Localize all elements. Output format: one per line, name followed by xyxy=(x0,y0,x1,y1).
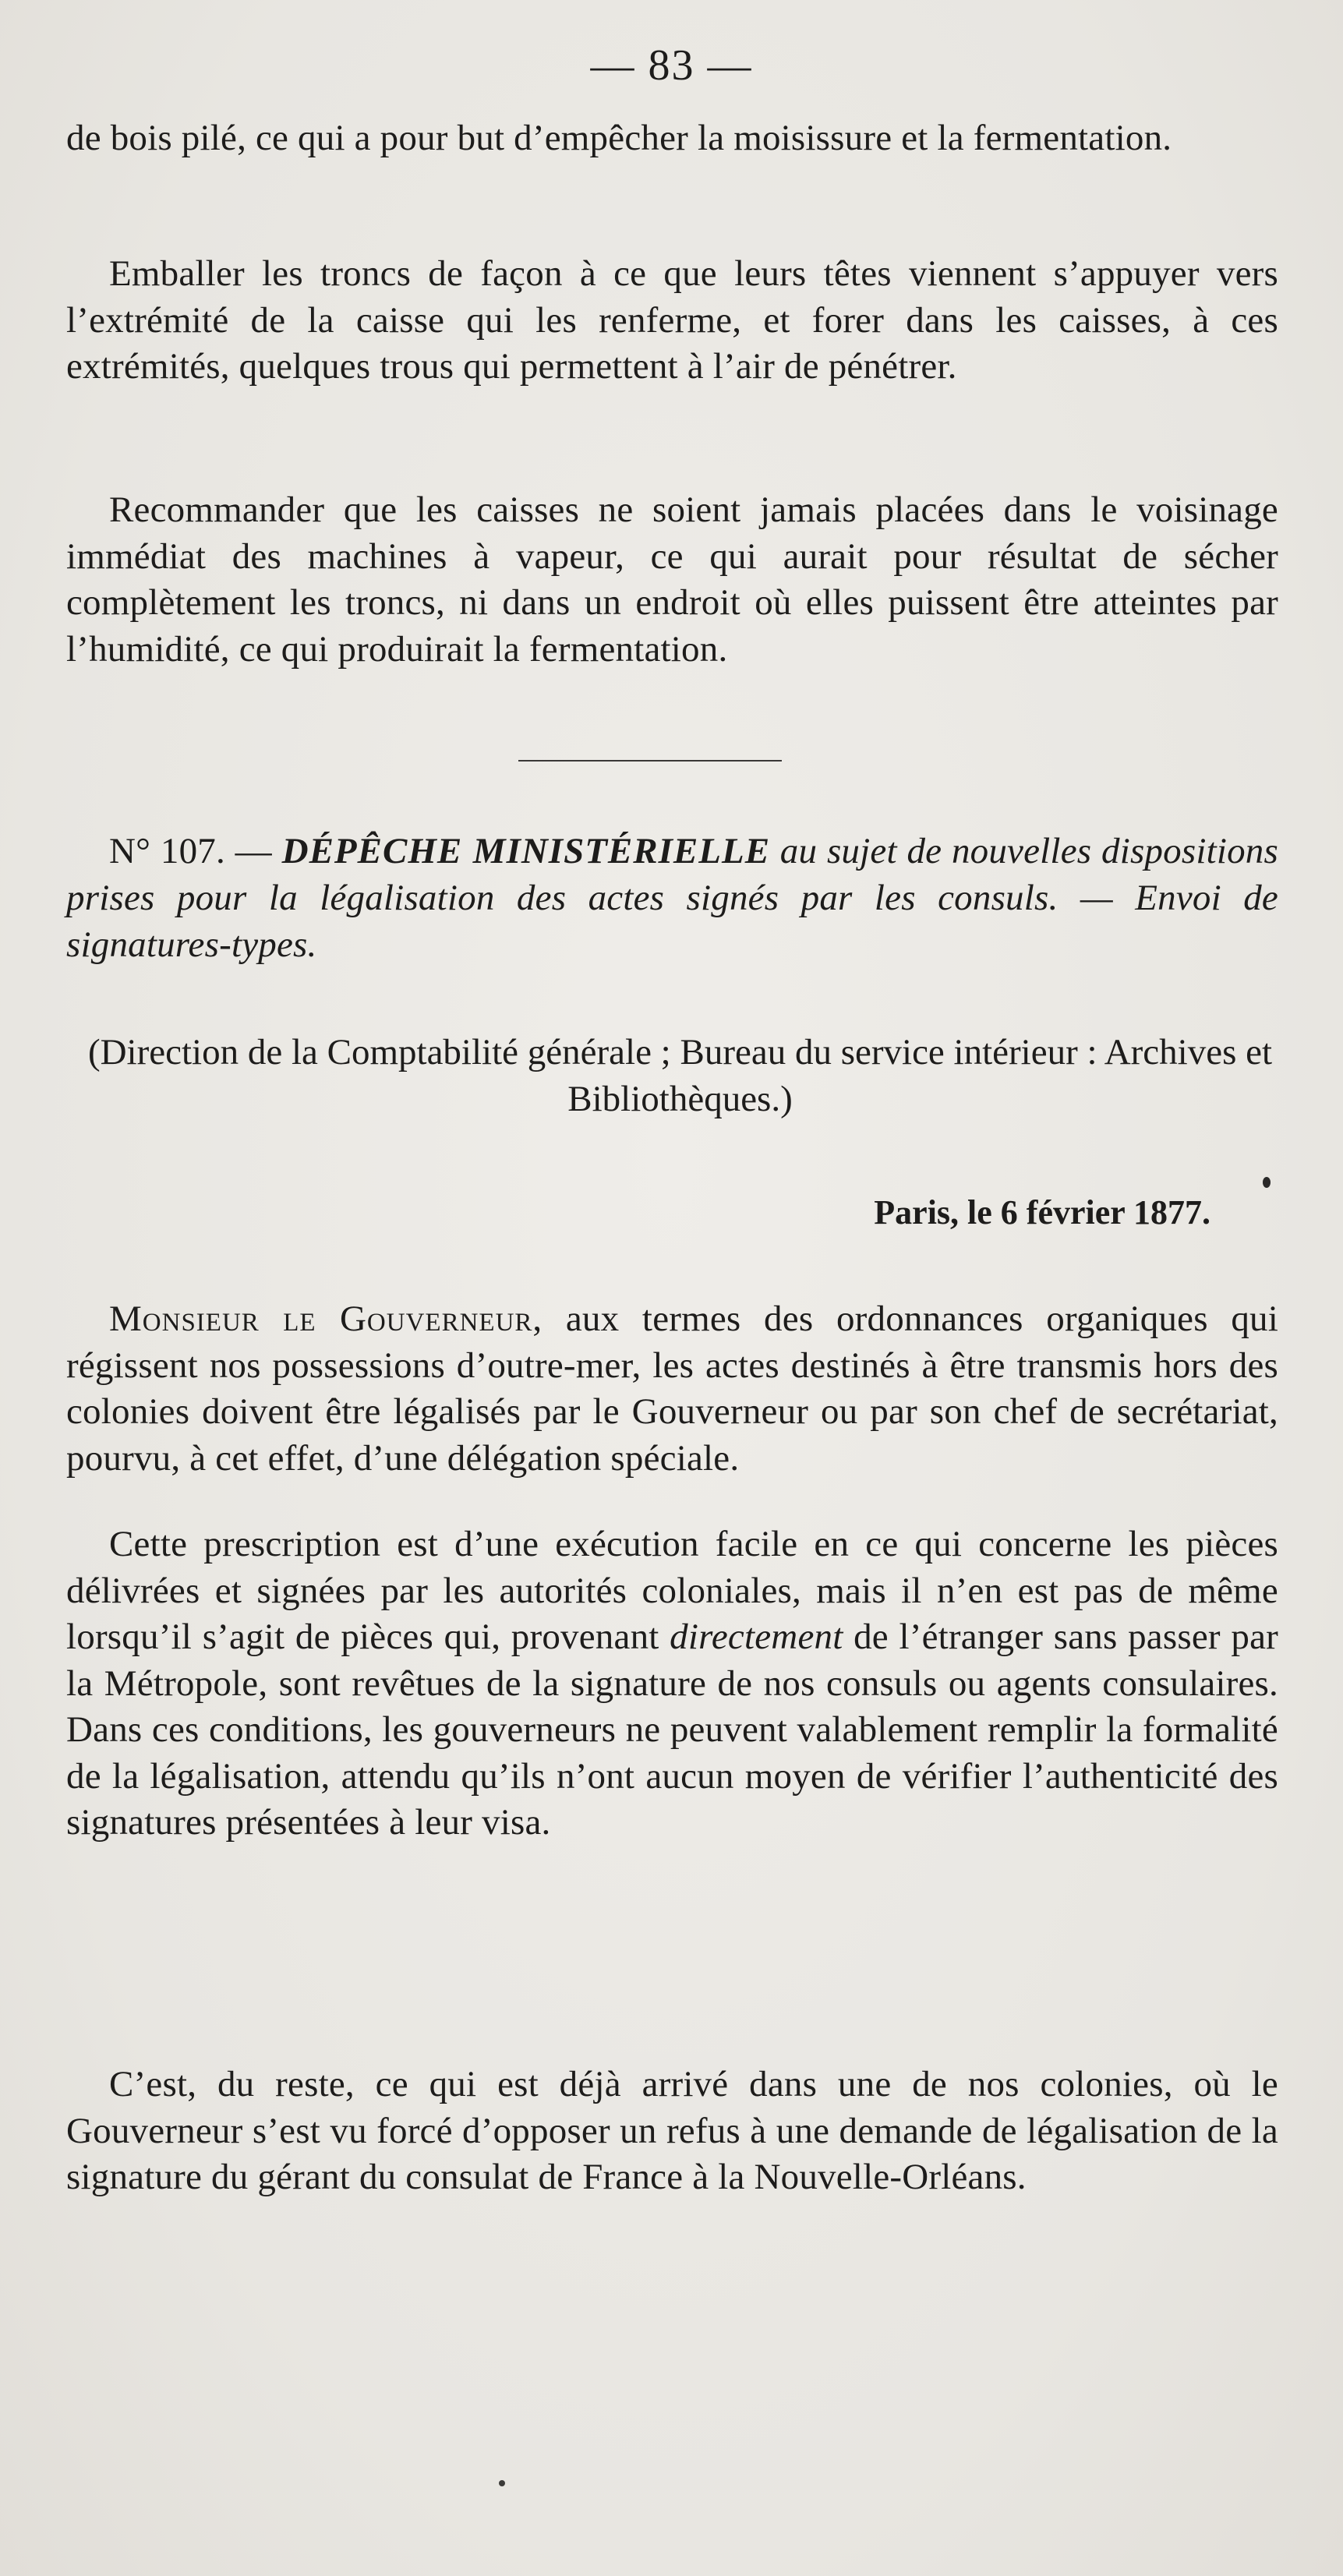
ink-mark xyxy=(1263,1177,1271,1188)
paragraph-3: Recommander que les caisses ne soient jamais placées dans le voisinage immédiat des machines à vapeur, ce qui aurait pour résultat de sécher complètement les troncs, ni dans un endroit où elles puissent être atteintes par l’humidité, ce qui produirait la fermentation. xyxy=(66,489,1278,670)
page-number: — 83 — xyxy=(590,41,753,90)
speck-mark xyxy=(499,2480,505,2486)
paragraph-5-rest: de l’étranger sans passer par la Métropole, sont revêtues de la signature de nos consuls ou agents consulaires. Dans ces conditions, les gouverneurs ne peuvent valablement remplir la formalité de la légalisation, attendu qu’ils n’ont aucun moyen de vérifier l’authenticité des signatures présentées à leur visa. xyxy=(66,1617,1278,1843)
document-date: Paris, le 6 février 1877. xyxy=(874,1193,1210,1231)
paragraph-recommander xyxy=(66,487,1278,673)
document-title: DÉPÊCHE MINISTÉRIELLE xyxy=(281,831,771,871)
direction-note: (Direction de la Comptabilité générale ; Bureau du service intérieur : Archives et Bibliothèques.) xyxy=(87,1032,1273,1119)
paragraph-2: Emballer les troncs de façon à ce que leurs têtes viennent s’appuyer vers l’extrémité de la caisse qui les renferme, et forer dans les caisses, à ces extrémités, quelques trous qui permettent à l’air de pénétrer. xyxy=(66,253,1278,387)
salutation: Monsieur le Gouverneur, xyxy=(109,1299,543,1339)
paragraph-4-text: aux termes des ordonnances organiques qui régissent nos possessions d’outre-mer, les actes destinés à être transmis hors des colonies doivent être légalisés par le Gouverneur ou par son chef de secrétariat, pourvu, à cet effet, d’une délégation spéciale. xyxy=(66,1299,1278,1479)
paragraph-5-emphasis: directement xyxy=(670,1617,843,1657)
document-heading xyxy=(66,828,1278,968)
paragraph-emballer xyxy=(66,251,1278,390)
paragraph-monsieur xyxy=(66,1296,1278,1482)
paragraph-1: de bois pilé, ce qui a pour but d’empêcher la moisissure et la fermentation. xyxy=(66,118,1172,158)
document-number: N° 107. — xyxy=(109,831,272,871)
section-divider xyxy=(518,760,782,761)
document-subject: au sujet de nouvelles dispositions prises pour la légalisation des actes signés par les consuls. — Envoi de signatures-types. xyxy=(66,831,1278,965)
paragraph-continuation xyxy=(66,115,1278,162)
paragraph-5-start: Cette prescription est d’une exécution facile en ce qui concerne les pièces délivrées et signées par les autorités coloniales, mais il n’en est pas de même lorsqu’il s’agit de pièces qui, provenant xyxy=(66,1524,1278,1657)
paragraph-cest xyxy=(66,2062,1278,2201)
paragraph-6: C’est, du reste, ce qui est déjà arrivé dans une de nos colonies, où le Gouverneur s’est vu forcé d’opposer un refus à une demande de légalisation de la signature du gérant du consulat de France à la Nouvelle-Orléans. xyxy=(66,2064,1278,2197)
paragraph-cette xyxy=(66,1521,1278,1846)
